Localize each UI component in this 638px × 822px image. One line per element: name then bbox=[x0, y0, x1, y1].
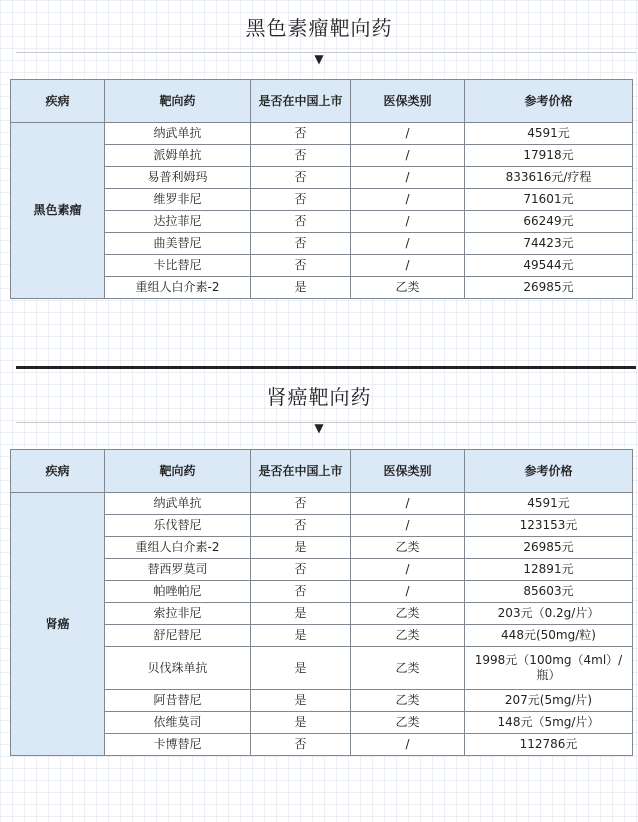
kidney-cancer-section-title: 肾癌靶向药 bbox=[266, 385, 372, 409]
drug-name: 贝伐珠单抗 bbox=[105, 647, 251, 690]
insurance-category: 乙类 bbox=[351, 277, 465, 299]
drug-name: 重组人白介素-2 bbox=[105, 277, 251, 299]
listed-in-china: 否 bbox=[251, 167, 351, 189]
reference-price: 26985元 bbox=[465, 537, 633, 559]
insurance-category: / bbox=[351, 145, 465, 167]
reference-price: 4591元 bbox=[465, 493, 633, 515]
header-drug: 靶向药 bbox=[105, 450, 251, 493]
table-row bbox=[11, 603, 633, 625]
reference-price: 49544元 bbox=[465, 255, 633, 277]
reference-price: 74423元 bbox=[465, 233, 633, 255]
disease-cell: 黑色素瘤 bbox=[11, 123, 105, 299]
listed-in-china: 否 bbox=[251, 255, 351, 277]
listed-in-china: 否 bbox=[251, 581, 351, 603]
header-drug: 靶向药 bbox=[105, 80, 251, 123]
reference-price: 66249元 bbox=[465, 211, 633, 233]
insurance-category: 乙类 bbox=[351, 647, 465, 690]
header-insurance: 医保类别 bbox=[351, 450, 465, 493]
insurance-category: / bbox=[351, 233, 465, 255]
listed-in-china: 否 bbox=[251, 515, 351, 537]
reference-price: 71601元 bbox=[465, 189, 633, 211]
listed-in-china: 否 bbox=[251, 145, 351, 167]
insurance-category: / bbox=[351, 581, 465, 603]
drug-name: 帕唑帕尼 bbox=[105, 581, 251, 603]
drug-name: 舒尼替尼 bbox=[105, 625, 251, 647]
reference-price: 4591元 bbox=[465, 123, 633, 145]
drug-name: 纳武单抗 bbox=[105, 123, 251, 145]
insurance-category: 乙类 bbox=[351, 712, 465, 734]
insurance-category: / bbox=[351, 167, 465, 189]
table-row bbox=[11, 145, 633, 167]
header-price: 参考价格 bbox=[465, 450, 633, 493]
drug-name: 达拉菲尼 bbox=[105, 211, 251, 233]
reference-price: 833616元/疗程 bbox=[465, 167, 633, 189]
insurance-category: / bbox=[351, 189, 465, 211]
listed-in-china: 否 bbox=[251, 233, 351, 255]
header-price: 参考价格 bbox=[465, 80, 633, 123]
insurance-category: 乙类 bbox=[351, 690, 465, 712]
table-header-row bbox=[11, 80, 633, 123]
table-row bbox=[11, 515, 633, 537]
listed-in-china: 是 bbox=[251, 712, 351, 734]
table-row bbox=[11, 581, 633, 603]
insurance-category: / bbox=[351, 515, 465, 537]
header-disease: 疾病 bbox=[11, 450, 105, 493]
table-row bbox=[11, 233, 633, 255]
listed-in-china: 否 bbox=[251, 189, 351, 211]
reference-price: 12891元 bbox=[465, 559, 633, 581]
listed-in-china: 否 bbox=[251, 559, 351, 581]
table-row bbox=[11, 167, 633, 189]
reference-price: 148元（5mg/片） bbox=[465, 712, 633, 734]
listed-in-china: 否 bbox=[251, 123, 351, 145]
listed-in-china: 是 bbox=[251, 647, 351, 690]
drug-name: 派姆单抗 bbox=[105, 145, 251, 167]
drug-name: 依维莫司 bbox=[105, 712, 251, 734]
table-row bbox=[11, 189, 633, 211]
table-header-row bbox=[11, 450, 633, 493]
table-row bbox=[11, 734, 633, 756]
drug-name: 乐伐替尼 bbox=[105, 515, 251, 537]
listed-in-china: 否 bbox=[251, 493, 351, 515]
reference-price: 207元(5mg/片) bbox=[465, 690, 633, 712]
table-row bbox=[11, 493, 633, 515]
reference-price: 85603元 bbox=[465, 581, 633, 603]
table-row bbox=[11, 690, 633, 712]
drug-name: 索拉非尼 bbox=[105, 603, 251, 625]
table-row bbox=[11, 255, 633, 277]
reference-price: 1998元（100mg（4ml）/瓶） bbox=[465, 647, 633, 690]
header-listed: 是否在中国上市 bbox=[251, 80, 351, 123]
listed-in-china: 是 bbox=[251, 625, 351, 647]
insurance-category: / bbox=[351, 559, 465, 581]
insurance-category: 乙类 bbox=[351, 603, 465, 625]
table-row bbox=[11, 647, 633, 690]
reference-price: 112786元 bbox=[465, 734, 633, 756]
melanoma-section-title: 黑色素瘤靶向药 bbox=[245, 16, 393, 40]
insurance-category: 乙类 bbox=[351, 537, 465, 559]
drug-name: 重组人白介素-2 bbox=[105, 537, 251, 559]
down-arrow-icon: ▼ bbox=[314, 52, 324, 66]
reference-price: 123153元 bbox=[465, 515, 633, 537]
drug-name: 阿昔替尼 bbox=[105, 690, 251, 712]
table-row bbox=[11, 559, 633, 581]
drug-name: 易普利姆玛 bbox=[105, 167, 251, 189]
reference-price: 17918元 bbox=[465, 145, 633, 167]
listed-in-china: 是 bbox=[251, 277, 351, 299]
table-row bbox=[11, 211, 633, 233]
drug-name: 维罗非尼 bbox=[105, 189, 251, 211]
reference-price: 26985元 bbox=[465, 277, 633, 299]
insurance-category: / bbox=[351, 211, 465, 233]
reference-price: 448元(50mg/粒) bbox=[465, 625, 633, 647]
insurance-category: / bbox=[351, 255, 465, 277]
table-row bbox=[11, 277, 633, 299]
table-row bbox=[11, 537, 633, 559]
table-row bbox=[11, 712, 633, 734]
reference-price: 203元（0.2g/片） bbox=[465, 603, 633, 625]
disease-cell: 肾癌 bbox=[11, 493, 105, 756]
table-row bbox=[11, 123, 633, 145]
down-arrow-icon: ▼ bbox=[314, 421, 324, 435]
insurance-category: / bbox=[351, 493, 465, 515]
header-listed: 是否在中国上市 bbox=[251, 450, 351, 493]
section-separator bbox=[16, 366, 636, 369]
insurance-category: / bbox=[351, 734, 465, 756]
drug-name: 纳武单抗 bbox=[105, 493, 251, 515]
listed-in-china: 否 bbox=[251, 734, 351, 756]
table-row bbox=[11, 625, 633, 647]
listed-in-china: 是 bbox=[251, 690, 351, 712]
header-disease: 疾病 bbox=[11, 80, 105, 123]
insurance-category: / bbox=[351, 123, 465, 145]
listed-in-china: 是 bbox=[251, 603, 351, 625]
drug-name: 曲美替尼 bbox=[105, 233, 251, 255]
kidney-cancer-drug-table bbox=[10, 449, 633, 756]
drug-name: 卡比替尼 bbox=[105, 255, 251, 277]
drug-name: 卡博替尼 bbox=[105, 734, 251, 756]
listed-in-china: 是 bbox=[251, 537, 351, 559]
drug-name: 替西罗莫司 bbox=[105, 559, 251, 581]
melanoma-drug-table bbox=[10, 79, 633, 299]
listed-in-china: 否 bbox=[251, 211, 351, 233]
insurance-category: 乙类 bbox=[351, 625, 465, 647]
header-insurance: 医保类别 bbox=[351, 80, 465, 123]
